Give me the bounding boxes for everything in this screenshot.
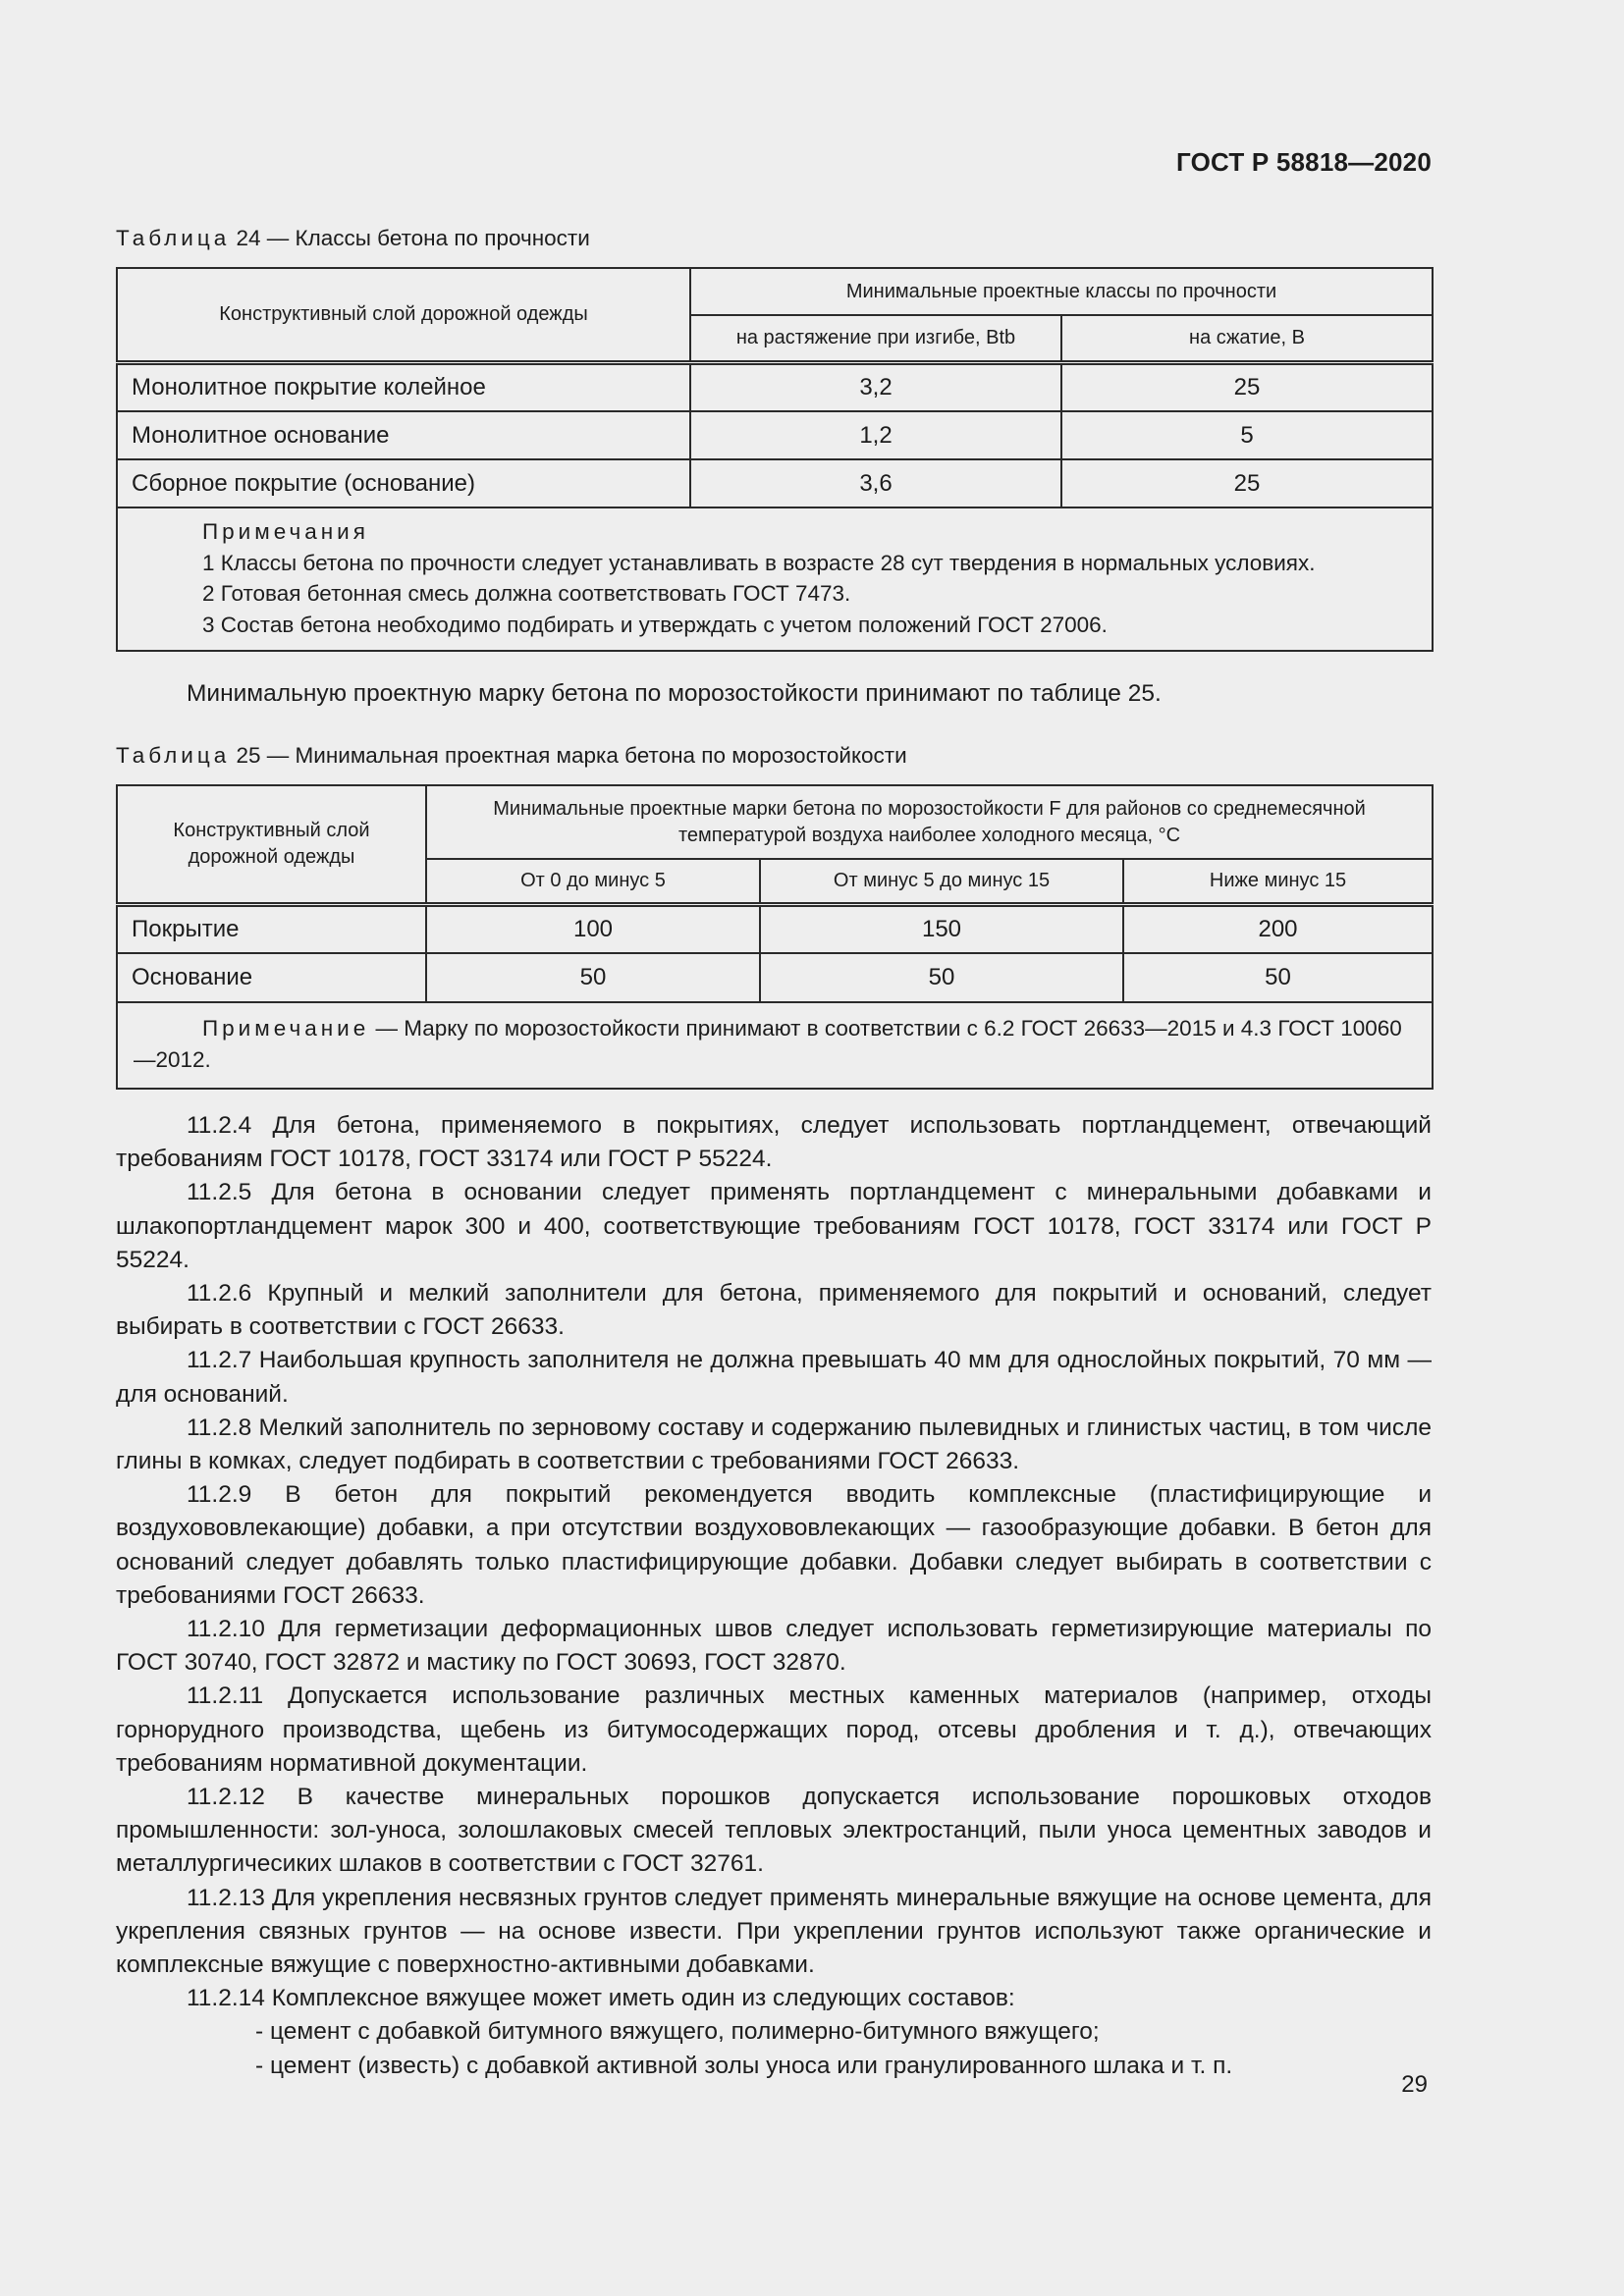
list-item: - цемент с добавкой битумного вяжущего, полимерно-битумного вяжущего; [255,2018,1100,2046]
table-24-notes-title: Примечания [202,519,369,544]
table-24-cell-layer: Монолитное основание [117,411,690,459]
table-row [117,953,1433,1002]
paragraph-11-2-5: 11.2.5 Для бетона в основании следует применять портландцемент с минеральными добавками и шлакопортландцемент марок 300 и 400, соответствующие требованиям ГОСТ 10178, ГОСТ 33174 или ГОСТ Р 55224. [116,1179,1432,1273]
table-25-cell-v3: 200 [1123,904,1433,953]
paragraph-11-2-9: 11.2.9 В бетон для покрытий рекомендуется вводить комплексные (пластифицирующие и воздухововлекающие) добавки, а при отсутствии воздухововлекающих — газообразующие добавки. В бетон для оснований следует добавлять только пластифицирующие добавки. Добавки следует выбирать в соответствии с требованиями ГОСТ 26633. [116,1481,1432,1609]
table-24 [116,267,1434,652]
table-25-cell-v3: 50 [1123,953,1433,1002]
page-number: 29 [1401,2071,1428,2098]
table-24-caption [116,226,590,251]
list-item: - цемент (известь) с добавкой активной золы уноса или гранулированного шлака и т. п. [255,2052,1233,2079]
table-24-cell-compression: 25 [1061,459,1433,507]
table-24-notes-row [117,507,1433,651]
table-25-caption [116,743,907,769]
table-24-col-group: Минимальные проектные классы по прочности [690,268,1433,315]
table-24-caption-text: 24 — Классы бетона по прочности [230,226,590,250]
table-25-note-title: Примечание [202,1016,370,1041]
table-24-cell-layer: Монолитное покрытие колейное [117,362,690,411]
table-25-cell-v2: 150 [760,904,1123,953]
table-25-caption-prefix: Таблица [116,743,231,768]
table-25-col-2: От минус 5 до минус 15 [760,859,1123,904]
table-25-caption-text: 25 — Минимальная проектная марка бетона по морозостойкости [230,743,907,768]
table-24-col-compression: на сжатие, B [1061,315,1433,362]
table-25-col-group: Минимальные проектные марки бетона по морозостойкости F для районов со среднемесячной температурой воздуха наиболее холодного месяца, °C [426,785,1433,859]
table-24-cell-compression: 25 [1061,362,1433,411]
table-25-cell-layer: Основание [117,953,426,1002]
table-24-note-2: 2 Готовая бетонная смесь должна соответствовать ГОСТ 7473. [202,581,851,606]
table-25-col-layer: Конструктивный слой дорожной одежды [117,785,426,904]
body-text [116,1109,1432,2083]
table-25-cell-v2: 50 [760,953,1123,1002]
table-25-note [117,1002,1433,1089]
table-row [117,904,1433,953]
table-24-cell-layer: Сборное покрытие (основание) [117,459,690,507]
table-25-col-1: От 0 до минус 5 [426,859,760,904]
paragraph-11-2-4: 11.2.4 Для бетона, применяемого в покрытиях, следует использовать портландцемент, отвечающий требованиям ГОСТ 10178, ГОСТ 33174 или ГОСТ Р 55224. [116,1112,1432,1173]
table-24-header-row [117,268,1433,315]
table-24-note-1: 1 Классы бетона по прочности следует устанавливать в возрасте 28 сут твердения в нормальных условиях. [202,550,1316,575]
table-25-note-row [117,1002,1433,1089]
table-row [117,411,1433,459]
table-24-cell-tension: 3,6 [690,459,1061,507]
table-24-col-tension: на растяжение при изгибе, Btb [690,315,1061,362]
table-25-cell-layer: Покрытие [117,904,426,953]
table-24-note-3: 3 Состав бетона необходимо подбирать и утверждать с учетом положений ГОСТ 27006. [202,612,1108,637]
paragraph-11-2-11: 11.2.11 Допускается использование различных местных каменных материалов (например, отходы горнорудного производства, щебень из битумосодержащих пород, отсевы дробления и т. д.), отвечающих требованиям нормативной документации. [116,1682,1432,1777]
table-24-cell-tension: 3,2 [690,362,1061,411]
table-25 [116,784,1434,1090]
table-24-col-layer: Конструктивный слой дорожной одежды [117,268,690,362]
paragraph-11-2-7: 11.2.7 Наибольшая крупность заполнителя не должна превышать 40 мм для однослойных покрытий, 70 мм — для оснований. [116,1347,1432,1408]
table-row [117,362,1433,411]
paragraph-11-2-12: 11.2.12 В качестве минеральных порошков допускается использование порошковых отходов промышленности: зол-уноса, золошлаковых смесей тепловых электростанций, пыли уноса цементных заводов и металлургичесиких шлаков в соответствии с ГОСТ 32761. [116,1784,1432,1878]
paragraph-11-2-13: 11.2.13 Для укрепления несвязных грунтов следует применять минеральные вяжущие на основе цемента, для укрепления связных грунтов — на основе извести. При укреплении грунтов используют также органические и комплексные вяжущие с поверхностно-активными добавками. [116,1884,1432,1979]
intro-paragraph: Минимальную проектную марку бетона по морозостойкости принимают по таблице 25. [187,680,1162,707]
table-25-cell-v1: 100 [426,904,760,953]
table-24-cell-compression: 5 [1061,411,1433,459]
table-25-note-text: — Марку по морозостойкости принимают в соответствии с 6.2 ГОСТ 26633—2015 и 4.3 ГОСТ 10060—2012. [134,1016,1402,1072]
table-25-cell-v1: 50 [426,953,760,1002]
paragraph-11-2-10: 11.2.10 Для герметизации деформационных швов следует использовать герметизирующие материалы по ГОСТ 30740, ГОСТ 32872 и мастику по ГОСТ 30693, ГОСТ 32870. [116,1616,1432,1677]
table-24-cell-tension: 1,2 [690,411,1061,459]
paragraph-11-2-14: 11.2.14 Комплексное вяжущее может иметь один из следующих составов: [187,1985,1015,2012]
table-25-col-3: Ниже минус 15 [1123,859,1433,904]
table-24-caption-prefix: Таблица [116,226,231,250]
table-row [117,459,1433,507]
table-24-notes [117,507,1433,651]
document-id: ГОСТ Р 58818—2020 [1176,147,1432,177]
paragraph-11-2-6: 11.2.6 Крупный и мелкий заполнители для бетона, применяемого для покрытий и оснований, следует выбирать в соответствии с ГОСТ 26633. [116,1280,1432,1341]
table-25-header-row [117,785,1433,859]
paragraph-11-2-8: 11.2.8 Мелкий заполнитель по зерновому составу и содержанию пылевидных и глинистых частиц, в том числе глины в комках, следует подбирать в соответствии с требованиями ГОСТ 26633. [116,1414,1432,1475]
